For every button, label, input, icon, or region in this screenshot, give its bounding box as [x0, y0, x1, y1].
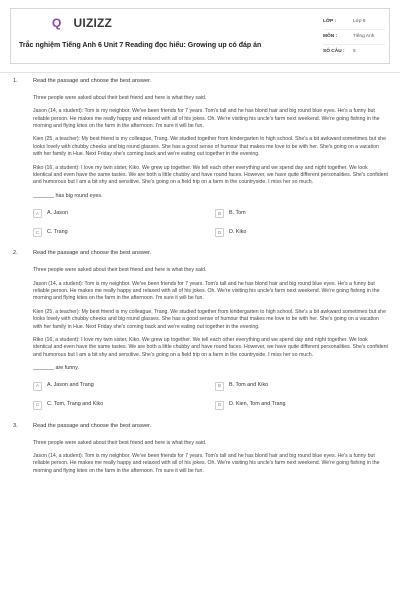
option-letter-box: C	[33, 401, 42, 410]
option-text: D. Kiko	[229, 229, 247, 236]
answer-option-a[interactable]	[33, 381, 215, 392]
question-1	[0, 78, 400, 238]
meta-label: MÔN :	[323, 33, 338, 39]
meta-label: SỐ CÂU :	[323, 49, 345, 55]
question-number: 3.	[13, 422, 18, 429]
passage-intro: Three people were asked about their best friend and here is what they said.	[33, 267, 207, 274]
meta-value: 5	[353, 49, 356, 55]
meta-value: Lớp 6	[353, 18, 366, 24]
answer-option-c[interactable]	[33, 400, 215, 411]
answer-options	[33, 381, 388, 411]
option-letter-box: C	[33, 228, 42, 237]
meta-row-count	[323, 45, 385, 60]
answer-option-b[interactable]	[215, 208, 397, 219]
option-text: A. Jason	[47, 210, 68, 217]
question-3	[0, 423, 400, 475]
header-divider	[0, 72, 400, 73]
question-instruction: Read the passage and choose the best answer.	[33, 422, 152, 429]
option-text: D. Kien, Tom and Trang	[229, 401, 286, 408]
option-text: B. Tom	[229, 210, 246, 217]
page-title: Trắc nghiệm Tiếng Anh 6 Unit 7 Reading đọc hiểu: Growing up có đáp án	[19, 42, 262, 49]
question-2	[0, 250, 400, 410]
meta-table	[323, 15, 385, 60]
question-instruction: Read the passage and choose the best answer.	[33, 78, 152, 84]
option-letter-box: B	[215, 209, 224, 218]
question-number: 1.	[13, 78, 18, 84]
option-text: B. Tom and Kiko	[229, 382, 269, 389]
passage-paragraph: Kien (25, a teacher): My best friend is my colleague, Trang. We studied together from kindergarten to high school. She's a bit awkward sometimes but she looks lovely with chubby cheeks and big round glasses. She has a good sense of humour that makes me love to be with her. She's going on a vacation with her family in Hue. Next Friday she's coming back and we're eating out together in the evening.	[33, 308, 386, 330]
passage-paragraph: Jason (14, a student): Tom is my neighbor. We've been friends for 7 years. Tom's tall and he has blond hair and big round blue eyes. He's a funny but reliable person. He makes me really happy and relaxed with all of his jokes. Oh. We're visiting his uncle's farm next weekend. We're going fishing in the morning and flying kites on the farm in the afternoon. I'm sure it will be fun.	[33, 453, 380, 474]
passage-paragraph: Riko (16, a student): I love my twin sister, Kiko. We grew up together. We tell each other everything and we spend day and night together. We look identical and even have the same tastes. We are both a little chubby and have round faces. However, we have quite different personalities. She's confident and humorous but I am a bit shy and sensitive. She's going on a field trip on a farm in the countryside. I miss her so much.	[33, 164, 388, 186]
option-letter-box: B	[215, 382, 224, 391]
question-instruction: Read the passage and choose the best answer.	[33, 250, 152, 257]
passage-paragraph: Riko (16, a student): I love my twin sister, Kiko. We grew up together. We tell each other everything and we spend day and night together. We look identical and even have the same tastes. We are both a little chubby and have round faces. However, we have quite different personalities. She's confident and humorous but I am a bit shy and sensitive. She's going on a field trip on a farm in the countryside. I miss her so much.	[33, 336, 388, 358]
question-prompt: _______ has big round eyes.	[33, 192, 103, 199]
logo-q: Q	[52, 16, 62, 30]
answer-options	[33, 208, 388, 238]
answer-option-c[interactable]	[33, 227, 215, 238]
question-number: 2.	[13, 250, 18, 257]
answer-option-a[interactable]	[33, 208, 215, 219]
meta-row-grade	[323, 15, 385, 30]
quizizz-logo[interactable]	[19, 15, 112, 32]
option-text: C. Tom, Trang and Kiko	[47, 401, 104, 408]
passage-paragraph: Jason (14, a student): Tom is my neighbor. We've been friends for 7 years. Tom's tall and he has blond hair and big round blue eyes. He's a funny but reliable person. He makes me really happy and relaxed with all of his jokes. Oh. We're visiting his uncle's farm next weekend. We're going fishing in the morning and flying kites on the farm in the afternoon. I'm sure it will be fun.	[33, 280, 380, 302]
question-list	[0, 78, 400, 481]
passage-intro: Three people were asked about their best friend and here is what they said.	[33, 94, 207, 101]
answer-option-b[interactable]	[215, 381, 397, 392]
meta-value: Tiếng Anh	[353, 33, 375, 39]
passage-paragraph: Kien (25, a teacher): My best friend is my colleague, Trang. We studied together from kindergarten to high school. She's a bit awkward sometimes but she looks lovely with chubby cheeks and big round glasses. She has a good sense of humour that makes me love to be with her. She's going on a vacation with her family in Hue. Next Friday she's coming back and we're eating out together in the evening.	[33, 136, 386, 158]
passage-intro: Three people were asked about their best friend and here is what they said.	[33, 439, 207, 446]
option-letter-box: D	[215, 401, 224, 410]
question-prompt: _______ are funny.	[33, 365, 80, 372]
answer-option-d[interactable]	[215, 227, 397, 238]
meta-label: LỚP :	[323, 18, 337, 24]
option-text: C. Trang	[47, 229, 68, 236]
logo-text: UIZIZZ	[73, 16, 113, 30]
option-text: A. Jason and Trang	[47, 382, 94, 389]
passage-paragraph: Jason (14, a student): Tom is my neighbor. We've been friends for 7 years. Tom's tall and he has blond hair and big round blue eyes. He's a funny but reliable person. He makes me really happy and relaxed with all of his jokes. Oh. We're visiting his uncle's farm next weekend. We're going fishing in the morning and flying kites on the farm in the afternoon. I'm sure it will be fun.	[33, 108, 380, 130]
option-letter-box: A	[33, 382, 42, 391]
option-letter-box: A	[33, 209, 42, 218]
meta-row-subject	[323, 30, 385, 45]
option-letter-box: D	[215, 228, 224, 237]
worksheet-header	[10, 8, 390, 64]
answer-option-d[interactable]	[215, 400, 397, 411]
